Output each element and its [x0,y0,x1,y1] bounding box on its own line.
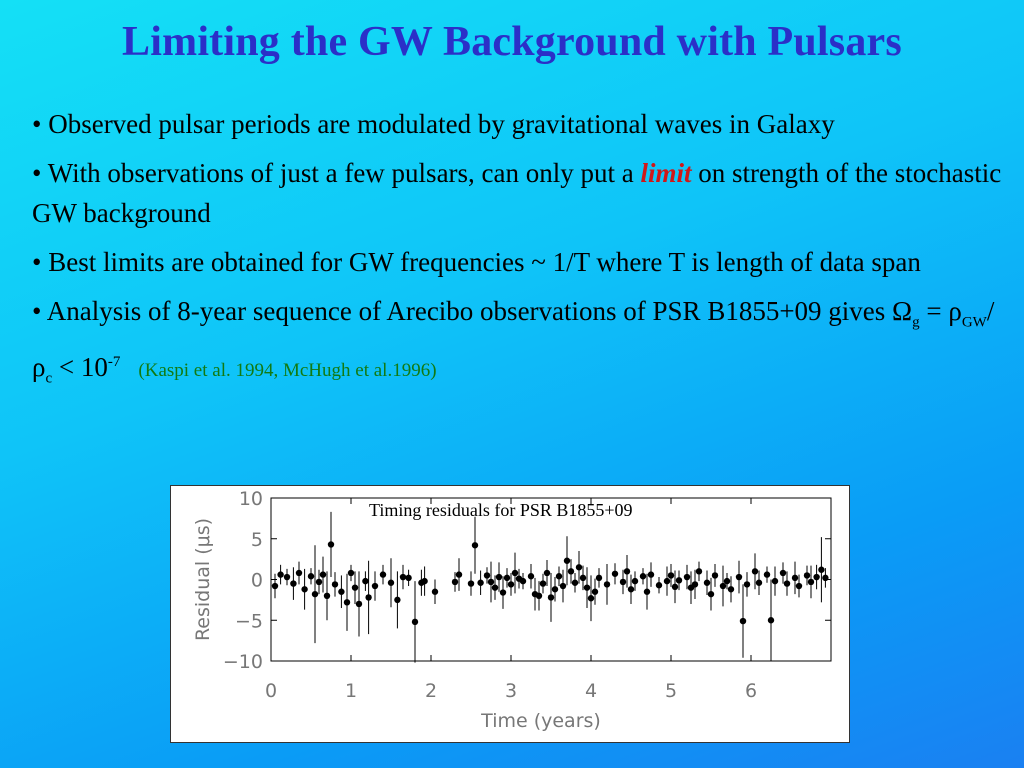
data-point [692,581,698,587]
data-point [344,599,350,605]
data-point [412,619,418,625]
data-point [500,589,506,595]
data-point [488,579,494,585]
data-point [536,593,542,599]
data-point [596,575,602,581]
x-tick-label: 4 [584,680,598,702]
data-point [296,570,302,576]
data-point [572,580,578,586]
data-point [724,578,730,584]
data-point [468,580,474,586]
data-point [764,571,770,577]
data-point [588,595,594,601]
bullet-4-pre: • Analysis of 8-year sequence of Arecibo observations of PSR B1855+09 gives Ω [32,296,913,326]
data-point [604,581,610,587]
gw-subscript: GW [961,314,987,331]
data-point [808,579,814,585]
y-tick-label: 10 [238,488,263,510]
data-point [312,591,318,597]
data-point [452,579,458,585]
data-point [290,580,296,586]
y-tick-label: −10 [222,651,263,673]
data-point [580,575,586,581]
data-point [756,580,762,586]
data-point [684,574,690,580]
data-point [796,583,802,589]
data-point [804,572,810,578]
data-point [676,577,682,583]
data-point [792,575,798,581]
data-point [668,572,674,578]
data-point [576,564,582,570]
data-point [528,573,534,579]
data-point [421,578,427,584]
data-point [736,574,742,580]
data-point [316,579,322,585]
data-point [784,580,790,586]
data-point [822,575,828,581]
data-point [320,571,326,577]
data-point [624,568,630,574]
x-tick-label: 5 [664,680,678,702]
data-point [362,578,368,584]
data-point [612,571,618,577]
data-point [520,578,526,584]
data-point [560,583,566,589]
data-point [432,589,438,595]
data-point [284,574,290,580]
data-point [656,582,662,588]
data-point [540,580,546,586]
x-tick-label: 1 [344,680,358,702]
data-point [548,594,554,600]
citation: (Kaspi et al. 1994, McHugh et al.1996) [138,360,437,382]
data-point [277,571,283,577]
exponent: -7 [107,354,121,371]
bullet-list [32,104,1007,408]
slide-title: Limiting the GW Background with Pulsars [122,19,902,65]
bullet-2 [32,153,1007,233]
data-point [405,575,411,581]
data-point [272,583,278,589]
data-point [584,584,590,590]
y-tick-label: 0 [250,569,263,592]
data-point [740,618,746,624]
data-point [628,586,634,592]
data-point [324,593,330,599]
data-point [648,571,654,577]
equals-rho: = ρ [919,296,962,326]
data-point [640,573,646,579]
y-tick-label: 5 [250,528,263,551]
data-point [472,542,478,548]
data-point [484,572,490,578]
data-point [508,581,514,587]
data-point [813,574,819,580]
data-point [818,567,824,573]
data-point [504,575,510,581]
data-point [365,594,371,600]
data-point [708,591,714,597]
x-tick-label: 2 [424,680,438,702]
data-point [664,578,670,584]
data-point [728,586,734,592]
data-point [544,570,550,576]
y-axis-label: Residual (μs) [192,517,214,642]
data-point [632,578,638,584]
x-tick-label: 3 [504,680,518,702]
data-point [380,571,386,577]
data-point [744,581,750,587]
data-point [564,558,570,564]
bullet-2-pre: • With observations of just a few pulsars, can only put a [32,158,641,188]
data-point [301,586,307,592]
plot-title: Timing residuals for PSR B1855+09 [369,500,633,520]
y-tick-label: −5 [234,610,263,633]
data-point [772,578,778,584]
bullet-2-post: on strength of the stochastic GW background [32,158,1002,228]
data-point [394,597,400,603]
data-point [496,574,502,580]
data-point [456,571,462,577]
data-point [568,568,574,574]
data-point [552,586,558,592]
data-point [348,570,354,576]
data-point [512,570,518,576]
data-point [712,572,718,578]
data-point [477,580,483,586]
bullet-3: • Best limits are obtained for GW frequencies ~ 1/T where T is length of data span [32,247,921,277]
slash-rho: /ρ [32,296,995,383]
c-subscript: c [45,370,53,387]
data-point [672,584,678,590]
limit-emphasis: limit [640,158,692,188]
data-point [356,601,362,607]
data-point [704,580,710,586]
omega-subscript: g [912,314,920,331]
data-point [332,581,338,587]
data-point [620,579,626,585]
data-point [308,573,314,579]
data-point [592,589,598,595]
bullet-4 [32,291,1007,399]
data-point [338,589,344,595]
data-point [644,589,650,595]
data-point [780,570,786,576]
bullet-1: • Observed pulsar periods are modulated by gravitational waves in Galaxy [32,109,835,139]
data-point [492,584,498,590]
data-point [752,568,758,574]
data-point [328,541,334,547]
data-point [696,568,702,574]
data-point [352,584,358,590]
x-axis-label: Time (years) [481,710,601,732]
data-point [768,617,774,623]
x-tick-label: 6 [744,680,758,702]
data-point [400,574,406,580]
residuals-plot [170,485,850,743]
data-point [556,573,562,579]
less-than: < 10 [52,352,108,383]
data-point [372,583,378,589]
data-point [388,580,394,586]
x-tick-label: 0 [264,680,278,702]
plot-svg [171,486,849,742]
